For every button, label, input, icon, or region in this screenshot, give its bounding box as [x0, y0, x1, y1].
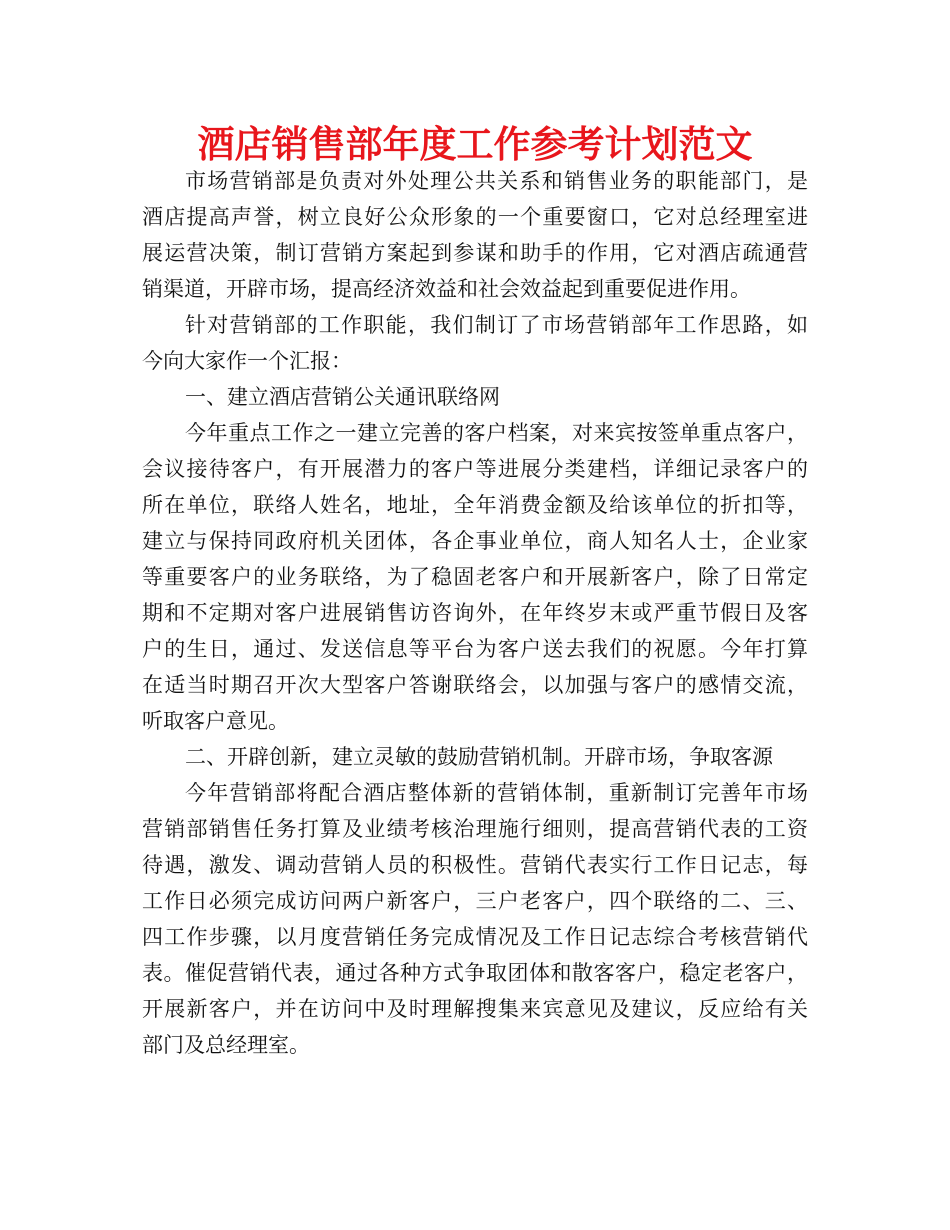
body-line: 展运营决策，制订营销方案起到参谋和助手的作用，它对酒店疏通营 — [142, 241, 808, 265]
body-line: 针对营销部的工作职能，我们制订了市场营销部年工作思路，如 — [185, 313, 808, 337]
body-line: 开展新客户，并在访问中及时理解搜集来宾意见及建议，反应给有关 — [142, 997, 808, 1021]
paragraph — [142, 415, 808, 739]
section-heading — [142, 739, 808, 775]
body-line: 听取客户意见。 — [142, 709, 289, 733]
body-line: 今向大家作一个汇报： — [142, 349, 352, 373]
body-line: 在适当时期召开次大型客户答谢联络会，以加强与客户的感情交流， — [142, 673, 808, 697]
body-line: 销渠道，开辟市场，提高经济效益和社会效益起到重要促进作用。 — [142, 277, 751, 301]
body-line: 表。催促营销代表，通过各种方式争取团体和散客客户，稳定老客户， — [142, 961, 808, 985]
body-line: 酒店提高声誉，树立良好公众形象的一个重要窗口，它对总经理室进 — [142, 205, 808, 229]
body-line: 今年营销部将配合酒店整体新的营销体制，重新制订完善年市场 — [185, 781, 808, 805]
body-line: 市场营销部是负责对外处理公共关系和销售业务的职能部门，是 — [185, 169, 808, 193]
document-title: 酒店销售部年度工作参考计划范文 — [197, 122, 753, 166]
section-heading-text: 一、建立酒店营销公关通讯联络网 — [185, 385, 500, 409]
body-line: 待遇，激发、调动营销人员的积极性。营销代表实行工作日记志，每 — [142, 853, 808, 877]
body-line: 今年重点工作之一建立完善的客户档案，对来宾按签单重点客户， — [185, 421, 808, 445]
paragraph — [142, 307, 808, 379]
document-body — [142, 163, 808, 1063]
body-line: 等重要客户的业务联络，为了稳固老客户和开展新客户，除了日常定 — [142, 565, 808, 589]
body-line: 部门及总经理室。 — [142, 1033, 310, 1057]
section-heading — [142, 379, 808, 415]
body-line: 建立与保持同政府机关团体，各企事业单位，商人知名人士，企业家 — [142, 529, 808, 553]
paragraph — [142, 775, 808, 1063]
body-line: 所在单位，联络人姓名，地址，全年消费金额及给该单位的折扣等， — [142, 493, 808, 517]
body-line: 营销部销售任务打算及业绩考核治理施行细则，提高营销代表的工资 — [142, 817, 808, 841]
body-line: 户的生日，通过、发送信息等平台为客户送去我们的祝愿。今年打算 — [142, 637, 808, 661]
body-line: 会议接待客户，有开展潜力的客户等进展分类建档，详细记录客户的 — [142, 457, 808, 481]
body-line: 工作日必须完成访问两户新客户，三户老客户，四个联络的二、三、 — [142, 889, 808, 913]
section-heading-text: 二、开辟创新，建立灵敏的鼓励营销机制。开辟市场，争取客源 — [185, 745, 773, 769]
body-line: 期和不定期对客户进展销售访咨询外，在年终岁末或严重节假日及客 — [142, 601, 808, 625]
paragraph — [142, 163, 808, 307]
body-line: 四工作步骤，以月度营销任务完成情况及工作日记志综合考核营销代 — [142, 925, 808, 949]
